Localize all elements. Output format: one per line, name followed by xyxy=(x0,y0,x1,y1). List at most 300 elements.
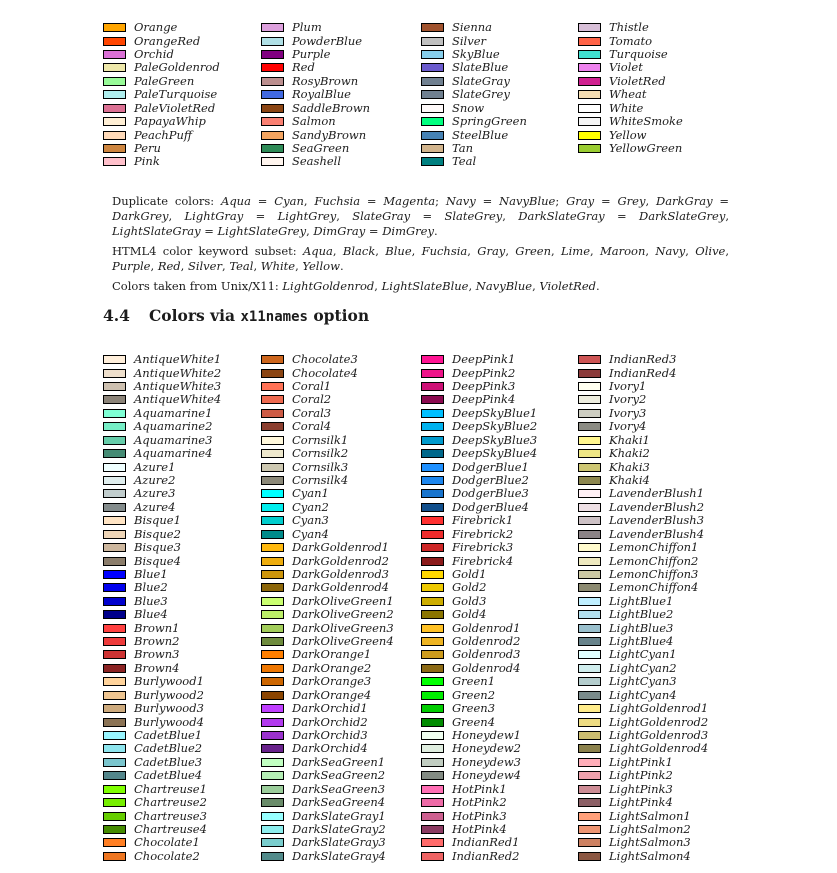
text-run: , xyxy=(411,244,422,258)
color-name-label: Gold1 xyxy=(452,566,487,581)
color-swatch xyxy=(421,677,444,686)
color-item xyxy=(261,128,370,141)
color-item xyxy=(421,809,537,822)
color-name-label: LightSalmon4 xyxy=(609,848,691,863)
color-name-label: Pink xyxy=(134,154,160,169)
color-swatch xyxy=(421,157,444,166)
color-item xyxy=(261,648,394,661)
color-swatch xyxy=(421,516,444,525)
color-item xyxy=(261,796,394,809)
color-name-label: DarkOrchid4 xyxy=(292,741,368,756)
color-name-label: HotPink3 xyxy=(452,808,507,823)
color-item xyxy=(103,541,221,554)
color-name-label: Ivory3 xyxy=(609,405,647,420)
text-run: , xyxy=(332,244,343,258)
color-swatch xyxy=(421,503,444,512)
color-name-label: LightCyan2 xyxy=(609,660,677,675)
color-swatch xyxy=(421,476,444,485)
color-item xyxy=(103,102,220,115)
color-item xyxy=(421,662,537,675)
color-name-label: SteelBlue xyxy=(452,127,509,142)
text-run: LightSlateGray xyxy=(112,224,201,238)
color-name-label: Khaki1 xyxy=(609,432,650,447)
color-item xyxy=(578,142,683,155)
color-name-label: SlateBlue xyxy=(452,60,509,75)
color-name-label: Cyan1 xyxy=(292,486,329,501)
color-name-label: Firebrick4 xyxy=(452,553,514,568)
color-swatch xyxy=(578,677,601,686)
color-name-label: SlateGray xyxy=(452,73,510,88)
text-run: = xyxy=(250,194,275,208)
color-swatch xyxy=(103,382,126,391)
text-run: Fuchsia xyxy=(314,194,361,208)
color-item xyxy=(261,393,394,406)
color-name-label: Cornsilk2 xyxy=(292,446,349,461)
color-swatch xyxy=(103,677,126,686)
color-swatch xyxy=(261,758,284,767)
color-item xyxy=(421,353,537,366)
color-item xyxy=(261,595,394,608)
color-swatch xyxy=(578,50,601,59)
color-name-label: Firebrick1 xyxy=(452,513,514,528)
color-swatch xyxy=(578,758,601,767)
color-swatch xyxy=(578,718,601,727)
color-item xyxy=(578,447,708,460)
text-run: = xyxy=(410,209,445,223)
color-item xyxy=(421,568,537,581)
color-name-label: DeepPink2 xyxy=(452,365,516,380)
color-item xyxy=(421,21,527,34)
color-item xyxy=(578,836,708,849)
color-name-label: Bisque4 xyxy=(134,553,181,568)
color-item xyxy=(103,88,220,101)
color-item xyxy=(421,380,537,393)
color-swatch xyxy=(103,157,126,166)
color-name-label: PaleVioletRed xyxy=(134,100,216,115)
color-swatch xyxy=(261,131,284,140)
color-name-label: DarkSeaGreen1 xyxy=(292,754,386,769)
color-item xyxy=(578,115,683,128)
color-item xyxy=(103,568,221,581)
color-column xyxy=(578,21,683,155)
color-name-label: Honeydew3 xyxy=(452,754,521,769)
color-swatch xyxy=(103,543,126,552)
color-name-label: DarkSeaGreen3 xyxy=(292,781,386,796)
color-column xyxy=(103,21,220,169)
color-item xyxy=(578,554,708,567)
color-swatch xyxy=(421,838,444,847)
color-name-label: LavenderBlush4 xyxy=(609,526,705,541)
color-name-label: AntiqueWhite4 xyxy=(134,392,222,407)
color-swatch xyxy=(578,449,601,458)
text-run: , xyxy=(306,224,314,238)
color-column xyxy=(421,353,537,863)
text-run: ; xyxy=(435,194,446,208)
color-swatch xyxy=(578,731,601,740)
color-name-label: Wheat xyxy=(609,87,647,102)
color-name-label: Firebrick2 xyxy=(452,526,514,541)
color-item xyxy=(261,447,394,460)
color-name-label: Sienna xyxy=(452,20,493,35)
text-run: NavyBlue xyxy=(499,194,556,208)
color-name-label: PaleTurquoise xyxy=(134,87,218,102)
color-swatch xyxy=(261,798,284,807)
color-name-label: Blue1 xyxy=(134,566,168,581)
color-item xyxy=(103,501,221,514)
color-item xyxy=(578,21,683,34)
color-swatch xyxy=(261,144,284,153)
color-name-label: OrangeRed xyxy=(134,33,201,48)
color-name-label: Ivory4 xyxy=(609,419,647,434)
color-swatch xyxy=(578,77,601,86)
color-item xyxy=(261,568,394,581)
color-item xyxy=(578,514,708,527)
color-swatch xyxy=(421,583,444,592)
color-name-label: PaleGreen xyxy=(134,73,195,88)
color-name-label: LightBlue3 xyxy=(609,620,674,635)
color-name-label: Chocolate3 xyxy=(292,352,358,367)
color-item xyxy=(421,155,527,168)
color-name-label: DarkSlateGray3 xyxy=(292,835,386,850)
color-swatch xyxy=(578,557,601,566)
text-run: , xyxy=(222,259,230,273)
color-item xyxy=(578,729,708,742)
color-swatch xyxy=(261,704,284,713)
color-item xyxy=(578,796,708,809)
color-item xyxy=(103,715,221,728)
text-run: DarkSlateGrey xyxy=(638,209,726,223)
color-swatch xyxy=(421,637,444,646)
color-item xyxy=(578,850,708,863)
color-item xyxy=(261,541,394,554)
color-item xyxy=(421,621,537,634)
color-name-label: Cornsilk4 xyxy=(292,473,349,487)
color-swatch xyxy=(421,530,444,539)
section-number: 4.4 xyxy=(103,306,130,325)
color-item xyxy=(421,648,537,661)
text-run: DarkGray xyxy=(655,194,713,208)
text-run: Green xyxy=(515,244,551,258)
text-run: = xyxy=(604,209,639,223)
color-item xyxy=(578,823,708,836)
color-swatch xyxy=(421,570,444,579)
color-item xyxy=(578,102,683,115)
color-name-label: PeachPuff xyxy=(134,127,193,142)
color-swatch xyxy=(578,825,601,834)
color-swatch xyxy=(578,23,601,32)
color-swatch xyxy=(421,395,444,404)
text-run: Aqua xyxy=(302,244,333,258)
color-swatch xyxy=(578,90,601,99)
color-swatch xyxy=(103,704,126,713)
color-item xyxy=(103,487,221,500)
color-swatch xyxy=(103,825,126,834)
color-name-label: DarkGoldenrod2 xyxy=(292,553,390,568)
color-name-label: DodgerBlue1 xyxy=(452,459,529,474)
color-item xyxy=(103,380,221,393)
color-swatch xyxy=(421,691,444,700)
color-swatch xyxy=(261,597,284,606)
text-run: Purple xyxy=(112,259,151,273)
color-item xyxy=(578,366,708,379)
color-name-label: DarkOliveGreen4 xyxy=(292,634,394,649)
color-name-label: DarkOrchid1 xyxy=(292,701,368,716)
color-swatch xyxy=(261,516,284,525)
color-swatch xyxy=(261,771,284,780)
color-name-label: LightPink1 xyxy=(609,754,673,769)
text-run: , xyxy=(505,244,516,258)
color-item xyxy=(103,447,221,460)
color-item xyxy=(103,581,221,594)
color-name-label: CadetBlue4 xyxy=(134,768,203,783)
color-name-label: Coral1 xyxy=(292,379,332,394)
color-name-label: LightCyan4 xyxy=(609,687,677,702)
color-swatch xyxy=(421,785,444,794)
color-item xyxy=(103,635,221,648)
color-swatch xyxy=(421,489,444,498)
color-item xyxy=(261,61,370,74)
color-item xyxy=(103,823,221,836)
color-item xyxy=(103,407,221,420)
color-item xyxy=(261,809,394,822)
color-item xyxy=(578,756,708,769)
color-item xyxy=(261,115,370,128)
text-run: LightSlateBlue xyxy=(381,279,469,293)
color-swatch xyxy=(421,771,444,780)
color-item xyxy=(261,554,394,567)
color-item xyxy=(261,715,394,728)
color-swatch xyxy=(103,23,126,32)
text-run: LightSlateGrey xyxy=(217,224,307,238)
color-item xyxy=(578,48,683,61)
color-swatch xyxy=(421,63,444,72)
color-item xyxy=(261,850,394,863)
color-item xyxy=(103,809,221,822)
color-name-label: Yellow xyxy=(609,127,647,142)
color-name-label: Gold2 xyxy=(452,580,487,595)
color-item xyxy=(578,662,708,675)
text-run: , xyxy=(645,244,656,258)
text-run: Colors taken from Unix/X11: xyxy=(112,279,283,293)
color-item xyxy=(578,88,683,101)
color-item xyxy=(578,702,708,715)
color-item xyxy=(421,850,537,863)
color-name-label: Ivory1 xyxy=(609,379,647,394)
color-name-label: Cyan4 xyxy=(292,526,329,541)
color-item xyxy=(103,420,221,433)
text-run: , xyxy=(375,244,386,258)
color-swatch xyxy=(103,610,126,619)
color-name-label: Orchid xyxy=(134,47,174,62)
color-item xyxy=(578,715,708,728)
color-swatch xyxy=(103,758,126,767)
color-name-label: LightBlue1 xyxy=(609,593,674,608)
color-name-label: Burlywood4 xyxy=(134,714,204,729)
text-run: SlateGrey xyxy=(444,209,503,223)
color-swatch xyxy=(103,63,126,72)
color-swatch xyxy=(578,436,601,445)
text-run: Blue xyxy=(385,244,412,258)
color-item xyxy=(421,823,537,836)
color-name-label: LightPink2 xyxy=(609,768,673,783)
color-item xyxy=(578,501,708,514)
text-run: DimGrey xyxy=(382,224,434,238)
color-column xyxy=(421,21,527,169)
color-swatch xyxy=(421,104,444,113)
text-run: Magenta xyxy=(383,194,436,208)
color-swatch xyxy=(103,395,126,404)
color-item xyxy=(103,675,221,688)
color-item xyxy=(421,527,537,540)
color-name-label: Cyan2 xyxy=(292,499,329,514)
text-run: Gray xyxy=(477,244,506,258)
color-swatch xyxy=(261,664,284,673)
color-item xyxy=(421,729,537,742)
color-swatch xyxy=(103,409,126,418)
color-name-label: DarkSeaGreen4 xyxy=(292,795,386,810)
color-name-label: IndianRed1 xyxy=(452,835,520,850)
color-name-label: LavenderBlush2 xyxy=(609,499,705,514)
color-swatch xyxy=(578,637,601,646)
color-item xyxy=(578,742,708,755)
color-swatch xyxy=(421,731,444,740)
color-swatch xyxy=(578,63,601,72)
color-swatch xyxy=(578,624,601,633)
color-column xyxy=(261,353,394,863)
color-name-label: Silver xyxy=(452,33,487,48)
color-swatch xyxy=(421,557,444,566)
color-swatch xyxy=(261,23,284,32)
text-run: NavyBlue xyxy=(475,279,533,293)
color-swatch xyxy=(261,382,284,391)
color-item xyxy=(578,675,708,688)
color-item xyxy=(421,514,537,527)
color-name-label: Bisque3 xyxy=(134,540,181,555)
color-name-label: Brown4 xyxy=(134,660,180,675)
text-run: , xyxy=(551,244,561,258)
text-run: , xyxy=(303,194,315,208)
color-swatch xyxy=(578,798,601,807)
color-swatch xyxy=(578,489,601,498)
color-item xyxy=(578,61,683,74)
color-name-label: Azure2 xyxy=(134,473,176,487)
color-item xyxy=(103,742,221,755)
color-name-label: SeaGreen xyxy=(292,141,350,155)
color-swatch xyxy=(261,489,284,498)
color-name-label: Chocolate4 xyxy=(292,365,358,380)
color-item xyxy=(578,353,708,366)
color-swatch xyxy=(103,744,126,753)
color-name-label: AntiqueWhite1 xyxy=(134,352,222,367)
color-name-label: Khaki3 xyxy=(609,459,650,474)
color-item xyxy=(578,608,708,621)
color-name-label: Goldenrod4 xyxy=(452,660,521,675)
text-run: = xyxy=(475,194,500,208)
color-item xyxy=(421,393,537,406)
color-swatch xyxy=(261,50,284,59)
color-name-label: White xyxy=(609,100,644,115)
color-name-label: CadetBlue1 xyxy=(134,728,203,743)
color-item xyxy=(261,34,370,47)
color-name-label: Aquamarine4 xyxy=(134,446,213,461)
color-swatch xyxy=(578,812,601,821)
color-item xyxy=(103,34,220,47)
color-name-label: HotPink2 xyxy=(452,795,507,810)
color-item xyxy=(578,809,708,822)
color-name-label: Green3 xyxy=(452,701,496,716)
color-item xyxy=(421,715,537,728)
color-item xyxy=(421,115,527,128)
color-swatch xyxy=(578,409,601,418)
color-name-label: Burlywood3 xyxy=(134,701,204,716)
color-name-label: Aquamarine3 xyxy=(134,432,213,447)
text-run: Lime xyxy=(560,244,591,258)
color-item xyxy=(578,128,683,141)
color-item xyxy=(103,75,220,88)
text-run: , xyxy=(295,259,303,273)
color-swatch xyxy=(261,785,284,794)
text-run: , xyxy=(374,279,382,293)
color-item xyxy=(261,675,394,688)
color-swatch xyxy=(103,104,126,113)
color-name-label: Salmon xyxy=(292,114,336,129)
color-swatch xyxy=(103,798,126,807)
text-run: , xyxy=(725,209,729,223)
color-name-label: DarkSlateGray4 xyxy=(292,848,386,863)
color-item xyxy=(103,460,221,473)
color-name-label: LightSalmon3 xyxy=(609,835,691,850)
color-name-label: Azure4 xyxy=(134,499,176,514)
color-name-label: Chocolate2 xyxy=(134,848,200,863)
text-run: ; xyxy=(555,194,567,208)
color-swatch xyxy=(261,77,284,86)
color-name-label: Gold3 xyxy=(452,593,487,608)
text-run: Navy xyxy=(445,194,476,208)
color-item xyxy=(261,635,394,648)
color-item xyxy=(103,621,221,634)
color-swatch xyxy=(578,355,601,364)
color-name-label: DarkOliveGreen2 xyxy=(292,607,394,622)
color-swatch xyxy=(578,852,601,861)
color-item xyxy=(421,48,527,61)
text-run: , xyxy=(180,259,188,273)
color-swatch xyxy=(103,664,126,673)
color-name-label: LightSalmon2 xyxy=(609,821,691,836)
color-swatch xyxy=(261,436,284,445)
color-item xyxy=(578,420,708,433)
color-swatch xyxy=(103,812,126,821)
color-swatch xyxy=(578,369,601,378)
color-item xyxy=(261,366,394,379)
text-run: SlateGray xyxy=(352,209,411,223)
color-item xyxy=(421,595,537,608)
notes-block xyxy=(112,194,729,299)
color-swatch xyxy=(261,718,284,727)
color-name-label: DodgerBlue2 xyxy=(452,473,529,487)
color-swatch xyxy=(103,516,126,525)
color-swatch xyxy=(421,704,444,713)
color-name-label: Chartreuse2 xyxy=(134,795,207,810)
color-swatch xyxy=(578,704,601,713)
color-item xyxy=(103,783,221,796)
text-run: White xyxy=(260,259,296,273)
text-run: Silver xyxy=(187,259,222,273)
color-name-label: DarkOrange1 xyxy=(292,647,372,662)
color-name-label: Chocolate1 xyxy=(134,835,200,850)
color-name-label: Coral3 xyxy=(292,405,332,420)
color-item xyxy=(103,796,221,809)
color-item xyxy=(421,88,527,101)
